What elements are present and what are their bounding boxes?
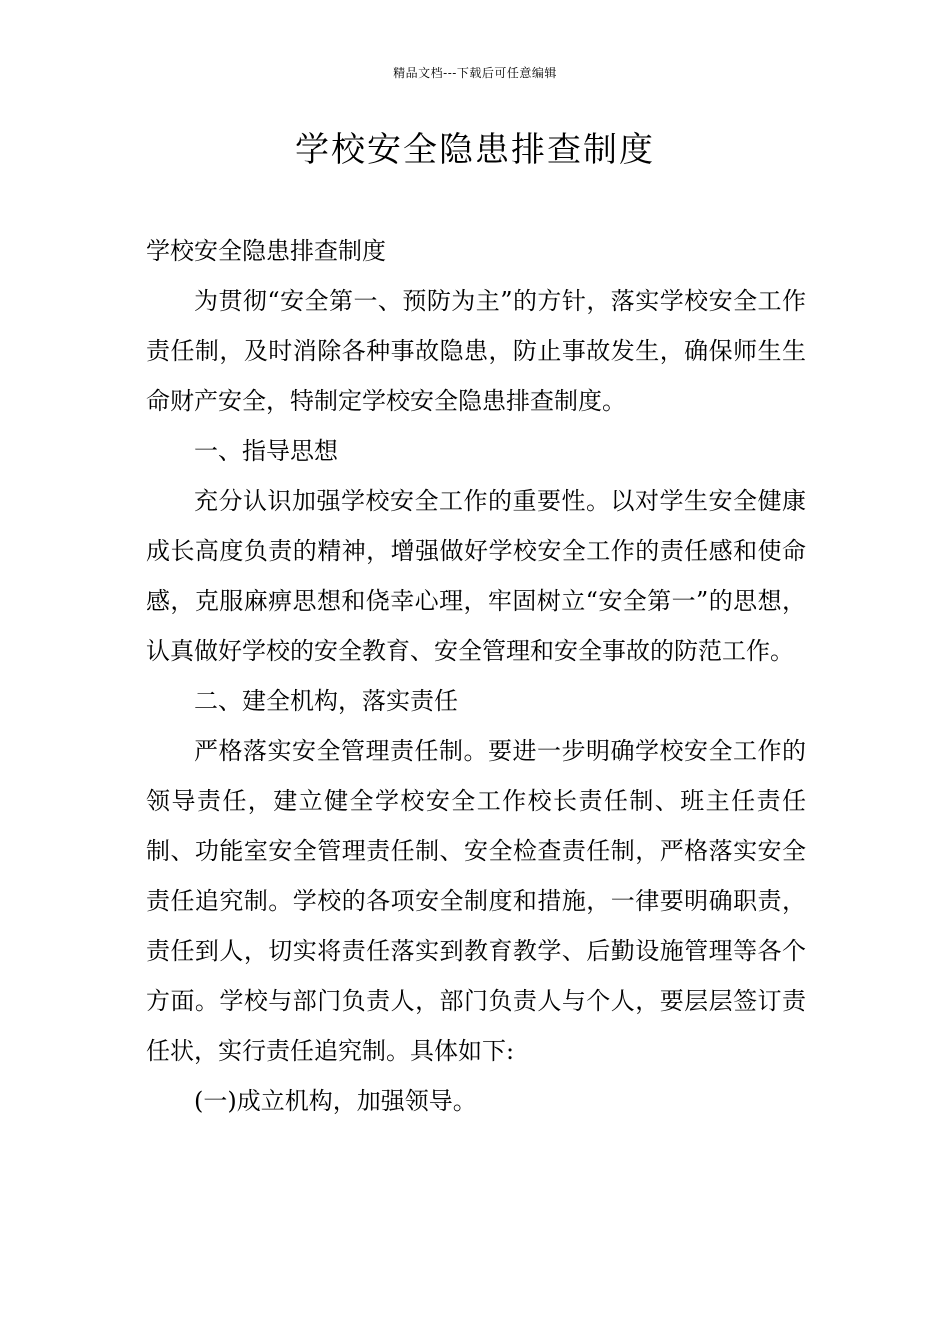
page-header: 精品文档---下载后可任意编辑 <box>393 66 557 80</box>
subtitle-paragraph: 学校安全隐患排查制度 <box>146 237 386 265</box>
intro-paragraph: 为贯彻“安全第一、预防为主”的方针，落实学校安全工作责任制，及时消除各种事故隐患，防止事故发生，确保师生生命财产安全，特制定学校安全隐患排查制度。 <box>146 287 806 415</box>
document-body <box>146 226 806 1126</box>
subsection-heading-1: (一)成立机构，加强领导。 <box>194 1087 477 1115</box>
document-title: 学校安全隐患排查制度 <box>295 130 655 170</box>
section-1-paragraph: 充分认识加强学校安全工作的重要性。以对学生安全健康成长高度负责的精神，增强做好学校安全工作的责任感和使命感，克服麻痹思想和侥幸心理，牢固树立“安全第一”的思想，认真做好学校的安全教育、安全管理和安全事故的防范工作。 <box>146 487 806 665</box>
section-heading-2: 二、建全机构，落实责任 <box>194 687 458 715</box>
section-2-paragraph: 严格落实安全管理责任制。要进一步明确学校安全工作的领导责任，建立健全学校安全工作校长责任制、班主任责任制、功能室安全管理责任制、安全检查责任制，严格落实安全责任追究制。学校的各项安全制度和措施，一律要明确职责，责任到人，切实将责任落实到教育教学、后勤设施管理等各个方面。学校与部门负责人，部门负责人与个人，要层层签订责任状，实行责任追究制。具体如下: <box>146 737 806 1065</box>
section-heading-1: 一、指导思想 <box>194 437 338 465</box>
